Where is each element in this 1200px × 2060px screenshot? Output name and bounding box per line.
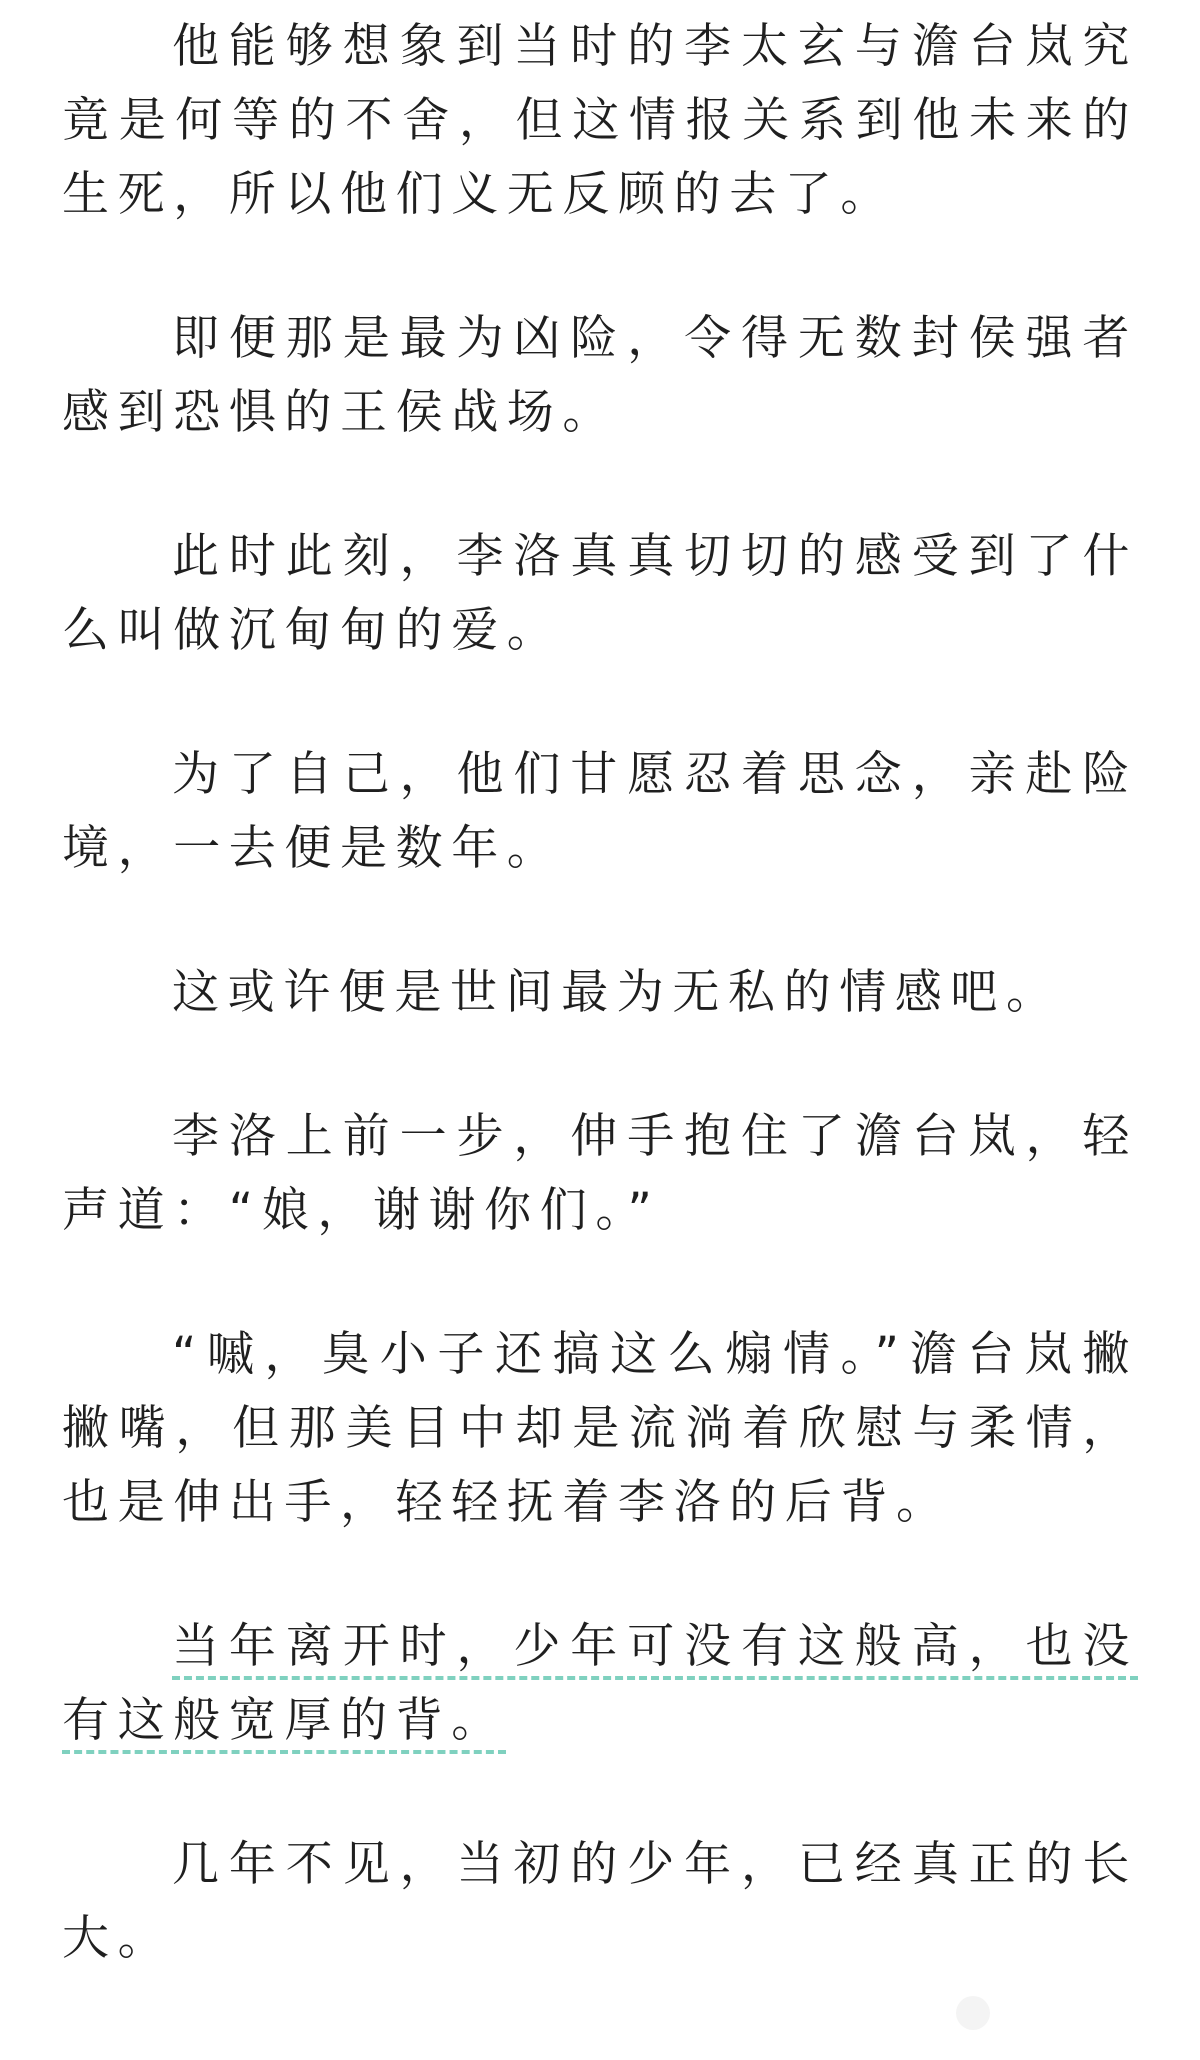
reader-content — [62, 10, 1138, 1976]
paragraph-4: 为了自己，他们甘愿忍着思念，亲赴险境，一去便是数年。 — [62, 747, 1138, 876]
paragraph-5: 这或许便是世间最为无私的情感吧。 — [172, 965, 1062, 1020]
paragraph-8-highlighted[interactable] — [62, 1610, 1138, 1758]
paragraph-6: 李洛上前一步，伸手抱住了澹台岚，轻声道：“娘，谢谢你们。” — [62, 1109, 1138, 1238]
paragraph-2: 即便那是最为凶险，令得无数封侯强者感到恐惧的王侯战场。 — [62, 311, 1138, 440]
paragraph-9: 几年不见，当初的少年，已经真正的长大。 — [62, 1837, 1138, 1966]
paragraph-1: 他能够想象到当时的李太玄与澹台岚究竟是何等的不舍，但这情报关系到他未来的生死，所以他们义无反顾的去了。 — [62, 19, 1138, 222]
paragraph-7: “嘁，臭小子还搞这么煽情。”澹台岚撇撇嘴，但那美目中却是流淌着欣慰与柔情，也是伸出手，轻轻抚着李洛的后背。 — [62, 1327, 1138, 1530]
watermark-icon — [956, 1996, 990, 2030]
highlighted-passage[interactable]: 当年离开时，少年可没有这般高，也没有这般宽厚的背。 — [62, 1619, 1138, 1748]
paragraph-3: 此时此刻，李洛真真切切的感受到了什么叫做沉甸甸的爱。 — [62, 529, 1138, 658]
